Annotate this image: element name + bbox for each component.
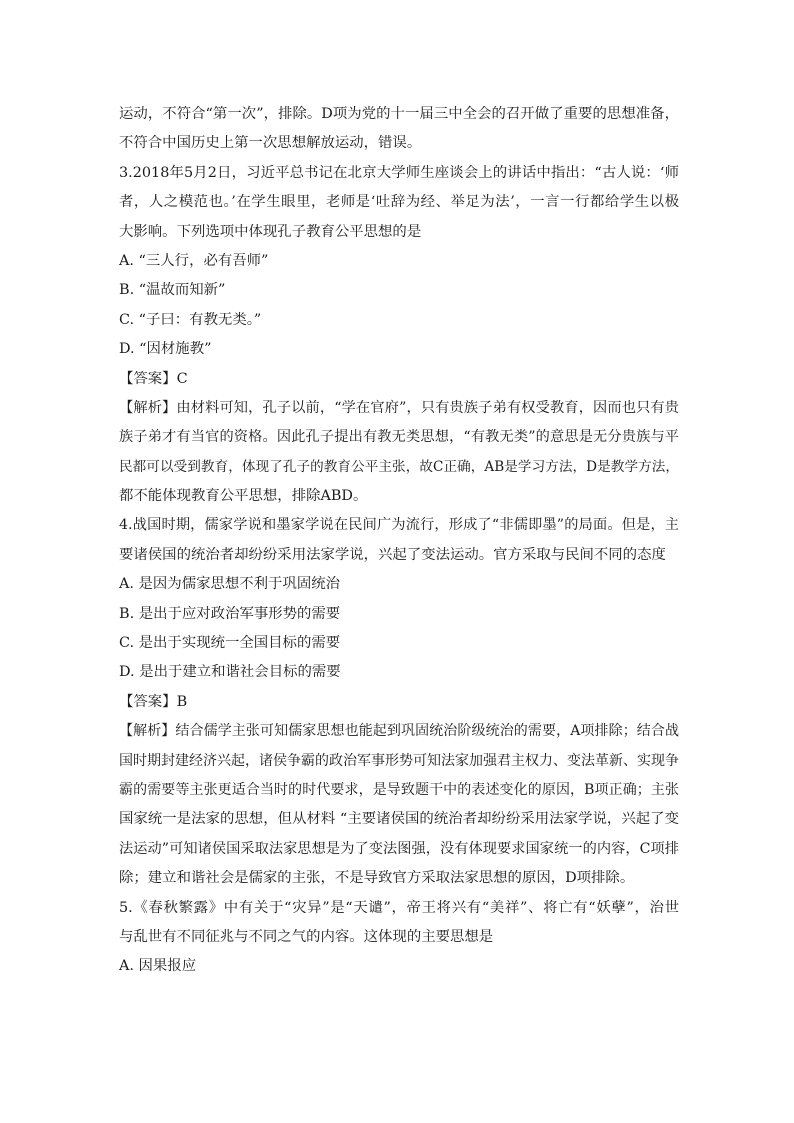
text-line: 除；建立和谐社会是儒家的主张，不是导致官方采取法家思想的原因，D项排除。 [119, 870, 635, 887]
text-line: 国家统一是法家的思想，但从材料 “主要诸侯国的统治者却纷纷采用法家学说，兴起了变 [119, 811, 679, 828]
option-d: D. 是出于建立和谐社会目标的需要 [119, 664, 341, 681]
analysis-text: 【解析】结合儒学主张可知儒家思想也能起到巩固统治阶级统治的需要，A项排除；结合战 [119, 723, 679, 740]
option-c: C. 是出于实现统一全国目标的需要 [119, 635, 341, 652]
text-line: 国时期封建经济兴起，诸侯争霸的政治军事形势可知法家加强君主权力、变法革新、实现争 [119, 752, 679, 769]
option-a: A. 是因为儒家思想不利于巩固统治 [119, 576, 341, 593]
text-line: 都不能体现教育公平思想，排除ABD。 [119, 488, 368, 505]
text-line: 者，人之模范也。’在学生眼里，老师是‘吐辞为经、举足为法’，一言一行都给学生以极 [119, 194, 679, 211]
option-a: A. 因果报应 [119, 958, 197, 975]
text-line: 族子弟才有当官的资格。因此孔子提出有教无类思想，“有教无类”的意思是无分贵族与平 [119, 429, 679, 446]
option-a: A. “三人行，必有吾师” [119, 252, 269, 269]
text-line: 霸的需要等主张更适合当时的时代要求，是导致题干中的表述变化的原因，B项正确；主张 [119, 781, 679, 798]
option-c: C. “子曰：有教无类。” [119, 311, 262, 328]
answer-label: 【答案】B [119, 693, 188, 710]
document-body [119, 100, 679, 982]
text-line: 要诸侯国的统治者却纷纷采用法家学说，兴起了变法运动。官方采取与民间不同的态度 [119, 546, 666, 563]
question-3-stem: 3.2018年5月2日，习近平总书记在北京大学师生座谈会上的讲话中指出：“古人说：‘师 [119, 164, 679, 181]
analysis-text: 【解析】由材料可知，孔子以前，“学在官府”，只有贵族子弟有权受教育，因而也只有贵 [119, 399, 679, 416]
option-b: B. “温故而知新” [119, 282, 226, 299]
text-line: 法运动”可知诸侯国采取法家思想是为了变法图强，没有体现要求国家统一的内容，C项排 [119, 840, 679, 857]
option-d: D. “因材施教” [119, 341, 212, 358]
text-line: 运动，不符合“第一次”，排除。D项为党的十一届三中全会的召开做了重要的思想准备， [119, 106, 679, 122]
text-line: 民都可以受到教育，体现了孔子的教育公平主张，故C正确，AB是学习方法，D是教学方法， [119, 458, 679, 475]
answer-label: 【答案】C [119, 370, 188, 387]
text-line: 大影响。下列选项中体现孔子教育公平思想的是 [119, 223, 422, 240]
option-b: B. 是出于应对政治军事形势的需要 [119, 605, 341, 622]
text-line: 与乱世有不同征兆与不同之气的内容。这体现的主要思想是 [119, 928, 494, 945]
text-line: 不符合中国历史上第一次思想解放运动，错误。 [119, 135, 422, 152]
question-4-stem: 4.战国时期，儒家学说和墨家学说在民间广为流行，形成了“非儒即墨”的局面。但是，主 [119, 517, 679, 534]
question-5-stem: 5.《春秋繁露》中有关于“灾异”是“天谴”，帝王将兴有“美祥”、将亡有“妖孽”，治世 [119, 899, 679, 916]
